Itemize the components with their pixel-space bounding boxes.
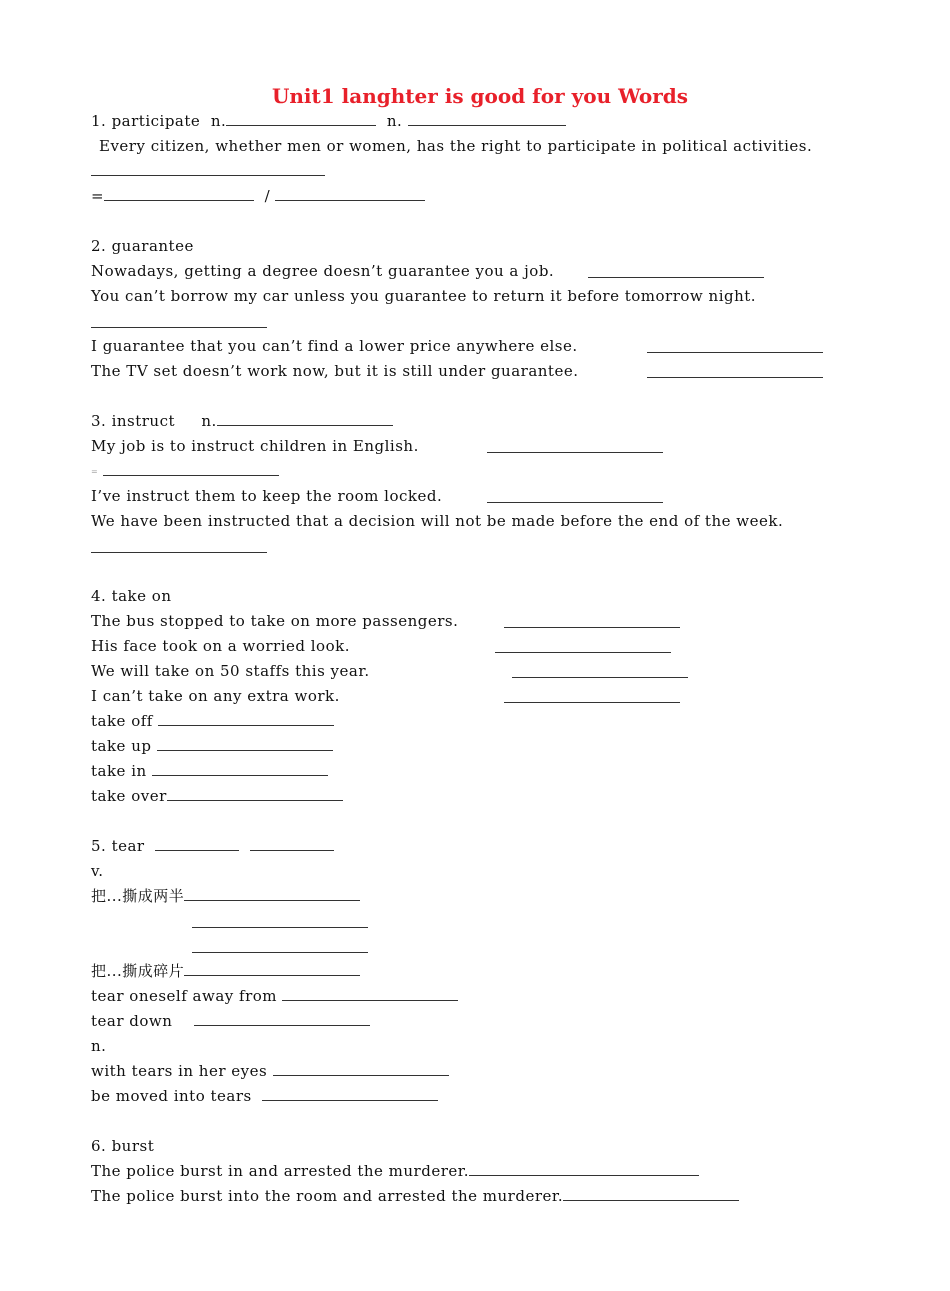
phrase-line (91, 785, 343, 807)
phrase-line (91, 1060, 449, 1082)
answer-blank[interactable] (408, 111, 566, 126)
phrase-take-off: take off (91, 712, 153, 730)
example-sentence: We have been instructed that a decision will not be made before the end of the week. (91, 512, 784, 530)
noun-label: n. (201, 412, 217, 430)
example-sentence: Nowadays, getting a degree doesn’t guarantee you a job. (91, 262, 555, 280)
example-sentence: You can’t borrow my car unless you guarantee to return it before tomorrow night. (91, 287, 757, 305)
page-title: Unit1 langhter is good for you Words (271, 84, 689, 108)
answer-blank[interactable] (152, 761, 328, 776)
example-sentence: We will take on 50 staffs this year. (91, 662, 370, 680)
answer-blank[interactable] (226, 111, 376, 126)
answer-blank[interactable] (194, 1011, 370, 1026)
phrase-tear-down: tear down (91, 1012, 173, 1030)
phrase-line (91, 885, 360, 907)
example-sentence: The police burst into the room and arrested the murderer. (91, 1187, 564, 1205)
noun-label: n. (91, 1037, 107, 1055)
answer-blank[interactable] (487, 438, 663, 453)
example-sentence: The TV set doesn’t work now, but it is still under guarantee. (91, 362, 579, 380)
section-2-header: 2. guarantee (91, 237, 194, 255)
answer-blank[interactable] (282, 986, 458, 1001)
word-instruct: 3. instruct (91, 412, 176, 430)
answer-blank[interactable] (487, 488, 663, 503)
phrase-line (91, 1010, 370, 1032)
phrase-tears-eyes: with tears in her eyes (91, 1062, 268, 1080)
phrase-line (91, 985, 458, 1007)
section-3-header (91, 410, 393, 432)
answer-blank[interactable] (563, 1186, 739, 1201)
answer-blank[interactable] (504, 613, 680, 628)
answer-blank[interactable] (158, 711, 334, 726)
phrase-tear-half: 把...撕成两半 (91, 887, 185, 905)
answer-blank[interactable] (250, 836, 334, 851)
answer-blank[interactable] (103, 461, 279, 476)
example-sentence: I can’t take on any extra work. (91, 687, 340, 705)
answer-blank[interactable] (588, 263, 764, 278)
phrase-take-up: take up (91, 737, 152, 755)
answer-blank[interactable] (91, 161, 325, 176)
phrase-line (91, 760, 328, 782)
answer-line (91, 160, 325, 182)
phrase-take-over: take over (91, 787, 167, 805)
answer-blank[interactable] (157, 736, 333, 751)
slash-sign: / (264, 187, 271, 205)
section-5-header (91, 835, 334, 857)
word-participate: 1. participate (91, 112, 201, 130)
phrase-moved-tears: be moved into tears (91, 1087, 252, 1105)
phrase-take-in: take in (91, 762, 147, 780)
sentence-line (91, 1160, 699, 1182)
answer-blank[interactable] (275, 186, 425, 201)
noun-label: n. (386, 112, 403, 130)
answer-blank[interactable] (495, 638, 671, 653)
answer-blank[interactable] (192, 913, 368, 928)
answer-blank[interactable] (192, 938, 368, 953)
answer-blank[interactable] (91, 313, 267, 328)
answer-blank[interactable] (647, 338, 823, 353)
example-sentence: I’ve instruct them to keep the room locked. (91, 487, 443, 505)
example-sentence: I guarantee that you can’t find a lower price anywhere else. (91, 337, 578, 355)
phrase-line (91, 735, 333, 757)
answer-blank[interactable] (91, 538, 267, 553)
phrase-tear-away: tear oneself away from (91, 987, 277, 1005)
verb-label: v. (91, 862, 104, 880)
example-sentence: The bus stopped to take on more passengers. (91, 612, 459, 630)
answer-blank[interactable] (184, 961, 360, 976)
answer-blank[interactable] (104, 186, 254, 201)
phrase-line (91, 1085, 438, 1107)
synonym-line (91, 185, 425, 207)
answer-blank[interactable] (262, 1086, 438, 1101)
section-1-header (91, 110, 566, 132)
answer-blank[interactable] (217, 411, 393, 426)
answer-blank[interactable] (647, 363, 823, 378)
answer-blank[interactable] (155, 836, 239, 851)
example-sentence: Every citizen, whether men or women, has the right to participate in political activities. (99, 137, 813, 155)
example-sentence: My job is to instruct children in English. (91, 437, 419, 455)
answer-blank[interactable] (167, 786, 343, 801)
example-sentence: The police burst in and arrested the murderer. (91, 1162, 470, 1180)
equals-sign: = (91, 467, 99, 476)
answer-blank[interactable] (184, 886, 360, 901)
phrase-line (91, 960, 360, 982)
word-tear: 5. tear (91, 837, 145, 855)
noun-label: n. (210, 112, 227, 130)
answer-blank[interactable] (512, 663, 688, 678)
answer-blank[interactable] (273, 1061, 449, 1076)
answer-blank[interactable] (469, 1161, 699, 1176)
answer-blank[interactable] (504, 688, 680, 703)
section-6-header: 6. burst (91, 1137, 155, 1155)
example-sentence: His face took on a worried look. (91, 637, 350, 655)
phrase-tear-pieces: 把...撕成碎片 (91, 962, 185, 980)
synonym-line (91, 460, 279, 482)
sentence-line (91, 1185, 739, 1207)
section-4-header: 4. take on (91, 587, 172, 605)
phrase-line (91, 710, 334, 732)
equals-sign: = (91, 187, 105, 205)
